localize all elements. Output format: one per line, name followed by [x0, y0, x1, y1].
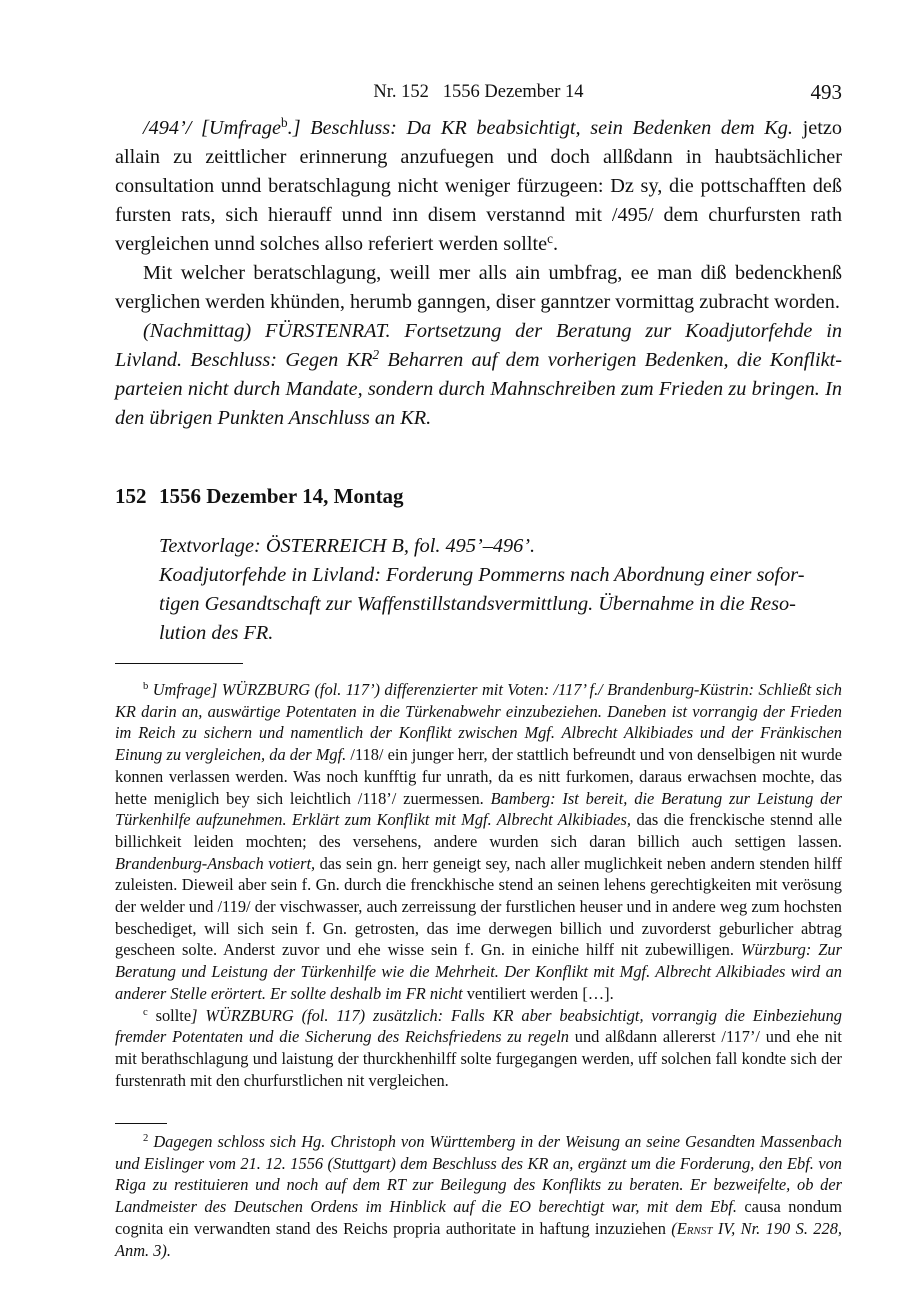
letter-footnotes: [115, 679, 842, 1091]
text-run: .] Beschluss: Da KR beabsichtigt, sein Bedenken dem Kg.: [287, 117, 793, 139]
note-marker: b: [143, 681, 149, 693]
note-marker: b: [281, 114, 288, 130]
text-run: Dagegen schloss sich Hg. Christoph von Württemberg in der Weisung an seine Gesandten Massenbach und Eislinger vom 21. 12. 1556 (Stuttgart) dem Beschluss des KR an, ergänzt um die Forderung, den Ebf. von Riga zu restituieren und noch auf dem RT zur Beilegung des Konflikts zu beraten. Er bezweifelte, ob der Landmeister des Deutschen Ordens im Hinblick auf die EO berechtigt war, mit dem Ebf.: [115, 1132, 842, 1217]
text-run: Bamberg: Ist bereit, die Beratung zur Leistung der Türkenhilfe aufzunehmen. Erklärt zum Konflikt mit Mgf. Albrecht Alkibiades,: [115, 788, 842, 830]
paragraph: [115, 259, 842, 317]
text-run: (Nachmittag) FÜRSTENRAT. Fortsetzung der Beratung zur Koadjutorfehde in Livland. Beschluss: Gegen KR: [115, 320, 842, 371]
running-title: Nr. 152 1556 Dezember 14: [373, 82, 584, 102]
note-marker: 2: [372, 346, 380, 362]
footnote-rule: [115, 1123, 167, 1124]
text-run: das die frenckische stennd alle billichkeit leiden mochten; des versehens, andere wurden sich daran billich auch settigen lassen.: [115, 810, 842, 851]
regest-line: lution des FR.: [159, 622, 274, 644]
section-heading: [115, 484, 404, 509]
text-run: Brandenburg-Ansbach votiert,: [115, 853, 316, 873]
regest-line: tigen Gesandtschaft zur Waffenstillstandsvermittlung. Übernahme in die Reso-: [159, 593, 796, 615]
main-text: [115, 114, 842, 433]
footnote: [115, 679, 842, 1005]
text-run: jetzo allain zu zeittlicher erinnerung anzufuegen und doch allßdann in haubtsächlicher consultation unnd beratschlagung nicht weniger fürzugeen: Dz sy, die pottschafften deß fursten rats, sich hierauff unnd inn disem verstannd mit /495/ dem churfursten rath vergleichen unnd solches allso referiert werden sollte: [115, 117, 843, 255]
textvorlage: Textvorlage: ÖSTERREICH B, fol. 495’–496’.: [159, 535, 536, 557]
text-run: /118/ ein junger herr, der stattlich befreundt und von denselbigen nit wurde konnen verlassen werden. Was noch kunfftig fur unrath, da es nitt furkomen, daraus erwachsen mochte, das hette meniglich bey sich leichtlich /118’/ zuermessen.: [115, 745, 843, 808]
text-run: ventiliert werden […].: [462, 983, 614, 1003]
footnote: [115, 1131, 842, 1261]
text-run: Beharren auf dem vorherigen Bedenken, die Konfliktparteien nicht durch Mandate, sondern durch Mahnschreiben zum Frieden zu bringen. In den übrigen Punkten Anschluss an KR.: [115, 349, 842, 429]
note-marker: c: [143, 1006, 148, 1018]
regest-line: Koadjutorfehde in Livland: Forderung Pommerns nach Abordnung einer sofor-: [159, 564, 805, 586]
running-header: [115, 80, 842, 106]
text-run: Ernst: [676, 1218, 713, 1238]
note-marker: c: [547, 230, 553, 246]
section-title: 1556 Dezember 14, Montag: [159, 484, 404, 508]
regest: [159, 532, 842, 648]
text-run: sollte: [147, 1005, 192, 1025]
text-run: Würzburg: Zur Beratung und Leistung der Türkenhilfe wie die Mehrheit. Der Konflikt mit Mgf. Albrecht Alkibiades wird an anderer Stelle erörtert. Er sollte deshalb im FR nicht: [115, 940, 842, 1003]
text-run: Umfrage] WÜRZBURG (fol. 117’) differenzierter mit Voten: /117’ f./ Brandenburg-Küstrin: Schließt sich KR darin an, auswärtige Potentaten in die Türkenabwehr einzubeziehen. Daneben ist vorrangig der Frieden im Reich zu sichern und namentlich der Konflikt zwischen Mgf. Albrecht Alkibiades und der Fränkischen Einung zu vergleichen, da der Mgf.: [115, 680, 842, 765]
note-marker: 2: [143, 1133, 149, 1145]
paragraph: [115, 114, 842, 259]
text-run: causa nondum cognita ein verwandten stand des Reichs propria authoritate in haftung inzuziehen: [115, 1197, 842, 1238]
text-run: .: [553, 233, 559, 255]
text-run: das sein gn. herr geneigt sey, nach aller muglichkeit neben andern stenden hilff zuleisten. Dieweil aber sein f. Gn. durch die frenckhische stend an seinen lehens gerechtigkeiten mit verösung der welder und /119/ der vischwasser, auch zerreissung der furstlichen heuser und in andere weg zum hochsten beschediget, will sich sein f. Gn. getrosten, das ime derwegen billich und zuvorderst geburlicher abtrag gescheen solte. Anderst zuvor und ehe wisse sein f. Gn. in einiche hilff nit zubewilligen.: [115, 853, 842, 960]
number-footnotes: [115, 1131, 842, 1261]
footnote: [115, 1005, 842, 1092]
text-run: Mit welcher beratschlagung, weill mer alls ain umbfrag, ee man diß bedenckhenß verglichen werden khünden, herumb ganngen, diser ganntzer vormittag zubracht worden.: [115, 262, 842, 313]
text-run: (: [671, 1218, 677, 1238]
text-run: und alßdann allererst /117’/ und ehe nit mit berathschlagung und laistung der thurckhenhilff solte furgegangen werden, uff solchen fall kondte sich der furstenrath mit den churfurstlichen nit vergleichen.: [115, 1027, 842, 1090]
text-run: ] WÜRZBURG (fol. 117) zusätzlich: Falls KR aber beabsichtigt, vorrangig die Einbeziehung fremder Potentaten und die Sicherung des Reichsfriedens zu regeln: [115, 1005, 842, 1047]
section-number: 152: [115, 484, 147, 508]
text-run: IV, Nr. 190 S. 228, Anm. 3).: [115, 1218, 842, 1260]
text-run: /494’/ [Umfrage: [143, 117, 282, 139]
paragraph: [115, 317, 842, 433]
page-number: 493: [810, 80, 842, 104]
footnote-rule: [115, 663, 243, 664]
